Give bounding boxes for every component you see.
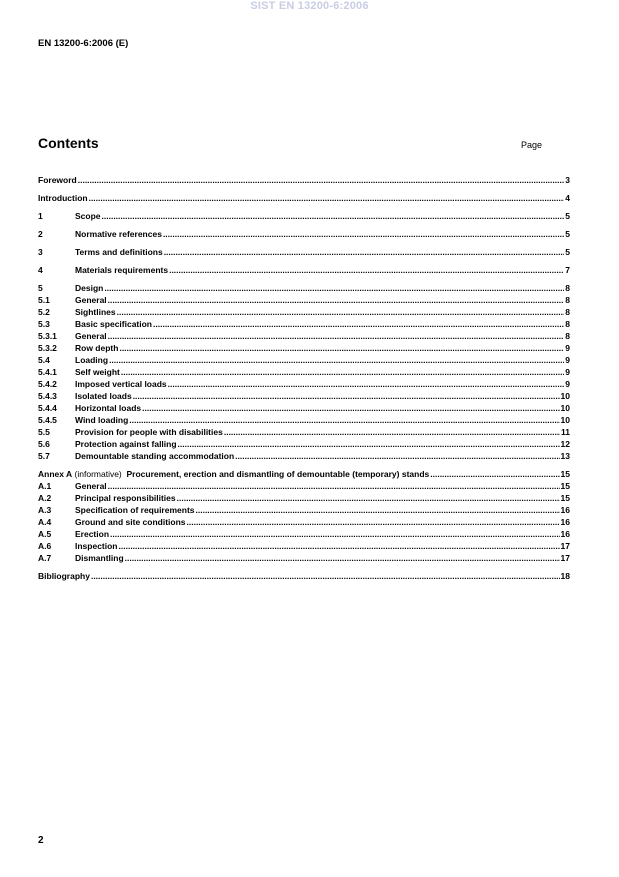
toc-entry-title: Materials requirements: [75, 265, 169, 275]
toc-entry-number: A.1: [38, 481, 52, 491]
toc-dot-leader: [119, 540, 560, 552]
toc-entry-number: 5.4.4: [38, 403, 57, 413]
toc-entry-page: 15: [560, 493, 570, 503]
toc-dot-leader: [235, 450, 559, 462]
toc-entry[interactable]: [38, 492, 570, 504]
toc-entry[interactable]: [38, 306, 570, 318]
toc-entry-title: Basic specification: [75, 319, 153, 329]
toc-entry-page: 9: [565, 379, 570, 389]
toc-entry[interactable]: [38, 246, 570, 258]
toc-entry-title: General: [75, 481, 107, 491]
toc-dot-leader: [142, 402, 559, 414]
toc-entry-page: 7: [565, 265, 570, 275]
toc-entry-number: 1: [38, 211, 43, 221]
toc-entry-number: 5.5: [38, 427, 50, 437]
toc-entry-number: 5.4.5: [38, 415, 57, 425]
toc-entry[interactable]: [38, 378, 570, 390]
toc-entry-page: 17: [560, 553, 570, 563]
toc-entry-title: Protection against falling: [75, 439, 177, 449]
toc-entry-title: Wind loading: [75, 415, 129, 425]
toc-entry-number: 5.3.1: [38, 331, 57, 341]
toc-entry[interactable]: [38, 342, 570, 354]
toc-entry-title: Erection: [75, 529, 110, 539]
toc-entry[interactable]: [38, 318, 570, 330]
toc-entry-page: 5: [565, 247, 570, 257]
toc-entry-title: Inspection: [75, 541, 118, 551]
toc-entry-page: 10: [560, 391, 570, 401]
toc-dot-leader: [196, 504, 560, 516]
toc-dot-leader: [169, 264, 564, 276]
toc-entry-title: Scope: [75, 211, 101, 221]
toc-dot-leader: [117, 306, 565, 318]
contents-title: Contents: [38, 135, 99, 151]
watermark-text: SIST EN 13200-6:2006: [250, 0, 369, 12]
toc-entry-title: Bibliography: [38, 571, 90, 581]
toc-entry[interactable]: [38, 282, 570, 294]
toc-entry-title: [38, 468, 429, 480]
toc-entry-number: 5.3.2: [38, 343, 57, 353]
toc-entry[interactable]: [38, 480, 570, 492]
document-header: EN 13200-6:2006 (E): [38, 38, 129, 49]
toc-dot-leader: [89, 192, 565, 204]
toc-entry-title: Self weight: [75, 367, 120, 377]
toc-entry[interactable]: [38, 210, 570, 222]
toc-dot-leader: [133, 390, 560, 402]
toc-entry-title: Isolated loads: [75, 391, 132, 401]
toc-entry-page: 12: [560, 439, 570, 449]
toc-entry[interactable]: [38, 450, 570, 462]
toc-dot-leader: [102, 210, 565, 222]
toc-entry-number: 5.3: [38, 319, 50, 329]
toc-entry[interactable]: [38, 330, 570, 342]
toc-entry-number: 5.1: [38, 295, 50, 305]
toc-entry-number: 5.2: [38, 307, 50, 317]
toc-entry[interactable]: [38, 354, 570, 366]
toc-entry-title: Normative references: [75, 229, 162, 239]
toc-entry-page: 11: [561, 427, 570, 437]
toc-entry-title: Ground and site conditions: [75, 517, 186, 527]
toc-entry[interactable]: [38, 528, 570, 540]
toc-dot-leader: [187, 516, 560, 528]
toc-entry-page: 16: [560, 505, 570, 515]
toc-dot-leader: [108, 480, 560, 492]
toc-entry-title: Row depth: [75, 343, 119, 353]
toc-entry-page: 9: [565, 367, 570, 377]
toc-entry-number: 5.4.1: [38, 367, 57, 377]
toc-entry[interactable]: [38, 192, 570, 204]
toc-entry-number: A.6: [38, 541, 52, 551]
toc-dot-leader: [78, 174, 565, 186]
toc-dot-leader: [119, 342, 564, 354]
toc-entry-page: 8: [565, 295, 570, 305]
toc-annex-title: Procurement, erection and dismantling of demountable (temporary) stands: [126, 469, 430, 479]
toc-entry-title: Sightlines: [75, 307, 116, 317]
toc-entry-title: General: [75, 295, 107, 305]
toc-entry-page: 9: [565, 355, 570, 365]
toc-entry-page: 8: [565, 319, 570, 329]
toc-entry-page: 5: [565, 211, 570, 221]
toc-entry-number: 5.7: [38, 451, 50, 461]
toc-dot-leader: [121, 366, 564, 378]
toc-dot-leader: [164, 246, 565, 258]
toc-entry-page: 13: [560, 451, 570, 461]
toc-dot-leader: [110, 528, 560, 540]
toc-entry[interactable]: [38, 174, 570, 186]
toc-entry-number: 5.4.3: [38, 391, 57, 401]
toc-entry[interactable]: [38, 504, 570, 516]
toc-entry-title: Provision for people with disabilities: [75, 427, 223, 437]
toc-entry-page: 15: [560, 469, 570, 479]
toc-entry-number: 5.4.2: [38, 379, 57, 389]
toc-entry-page: 15: [560, 481, 570, 491]
toc-dot-leader: [177, 492, 560, 504]
toc-entry-page: 9: [565, 343, 570, 353]
toc-entry-page: 4: [565, 193, 570, 203]
page-number: 2: [38, 835, 44, 846]
toc-entry-title: Imposed vertical loads: [75, 379, 167, 389]
toc-entry-title: Terms and definitions: [75, 247, 163, 257]
toc-entry[interactable]: [38, 552, 570, 564]
toc-dot-leader: [125, 552, 560, 564]
toc-entry[interactable]: [38, 426, 570, 438]
toc-dot-leader: [91, 570, 560, 582]
toc-entry-number: 4: [38, 265, 43, 275]
toc-entry-title: Loading: [75, 355, 109, 365]
toc-entry-page: 8: [565, 283, 570, 293]
toc-entry-title: Specification of requirements: [75, 505, 195, 515]
toc-dot-leader: [430, 468, 559, 480]
toc-entry[interactable]: [38, 438, 570, 450]
toc-dot-leader: [104, 282, 564, 294]
toc-entry-page: 8: [565, 331, 570, 341]
toc-entry-number: A.7: [38, 553, 52, 563]
toc-entry-title: Horizontal loads: [75, 403, 142, 413]
toc-dot-leader: [129, 414, 559, 426]
toc-entry-page: 8: [565, 307, 570, 317]
toc-entry-number: A.3: [38, 505, 52, 515]
toc-dot-leader: [109, 354, 564, 366]
toc-entry-number: 2: [38, 229, 43, 239]
toc-entry[interactable]: [38, 570, 570, 582]
toc-entry-title: Foreword: [38, 175, 77, 185]
page-column-label: Page: [521, 140, 543, 150]
toc-entry[interactable]: [38, 264, 570, 276]
toc-entry-number: A.4: [38, 517, 52, 527]
toc-dot-leader: [224, 426, 560, 438]
toc-entry-page: 16: [560, 529, 570, 539]
toc-annex-label: Annex A: [38, 469, 73, 479]
toc-entry[interactable]: [38, 366, 570, 378]
toc-entry[interactable]: [38, 228, 570, 240]
toc-entry-page: 10: [560, 415, 570, 425]
toc-dot-leader: [108, 330, 565, 342]
toc-entry-number: A.5: [38, 529, 52, 539]
toc-entry-number: 5.4: [38, 355, 50, 365]
toc-entry-page: 3: [565, 175, 570, 185]
toc-entry[interactable]: [38, 390, 570, 402]
toc-entry-page: 10: [560, 403, 570, 413]
toc-dot-leader: [108, 294, 565, 306]
toc-entry-title: Demountable standing accommodation: [75, 451, 235, 461]
toc-dot-leader: [153, 318, 564, 330]
toc-entry[interactable]: [38, 516, 570, 528]
table-of-contents: [38, 174, 570, 582]
toc-dot-leader: [168, 378, 565, 390]
toc-entry-title: Introduction: [38, 193, 88, 203]
toc-entry-page: 5: [565, 229, 570, 239]
toc-entry-page: 17: [560, 541, 570, 551]
toc-entry[interactable]: [38, 414, 570, 426]
toc-entry-number: 3: [38, 247, 43, 257]
toc-annex-note: (informative): [72, 469, 127, 479]
toc-entry-title: General: [75, 331, 107, 341]
toc-dot-leader: [178, 438, 560, 450]
toc-entry-title: Principal responsibilities: [75, 493, 176, 503]
toc-entry[interactable]: [38, 468, 570, 480]
toc-entry[interactable]: [38, 294, 570, 306]
toc-entry[interactable]: [38, 402, 570, 414]
toc-entry-page: 18: [560, 571, 570, 581]
toc-entry-page: 16: [560, 517, 570, 527]
toc-entry-title: Dismantling: [75, 553, 124, 563]
toc-entry-number: 5.6: [38, 439, 50, 449]
toc-entry-number: 5: [38, 283, 43, 293]
toc-entry-title: Design: [75, 283, 104, 293]
toc-entry[interactable]: [38, 540, 570, 552]
toc-entry-number: A.2: [38, 493, 52, 503]
toc-dot-leader: [163, 228, 564, 240]
